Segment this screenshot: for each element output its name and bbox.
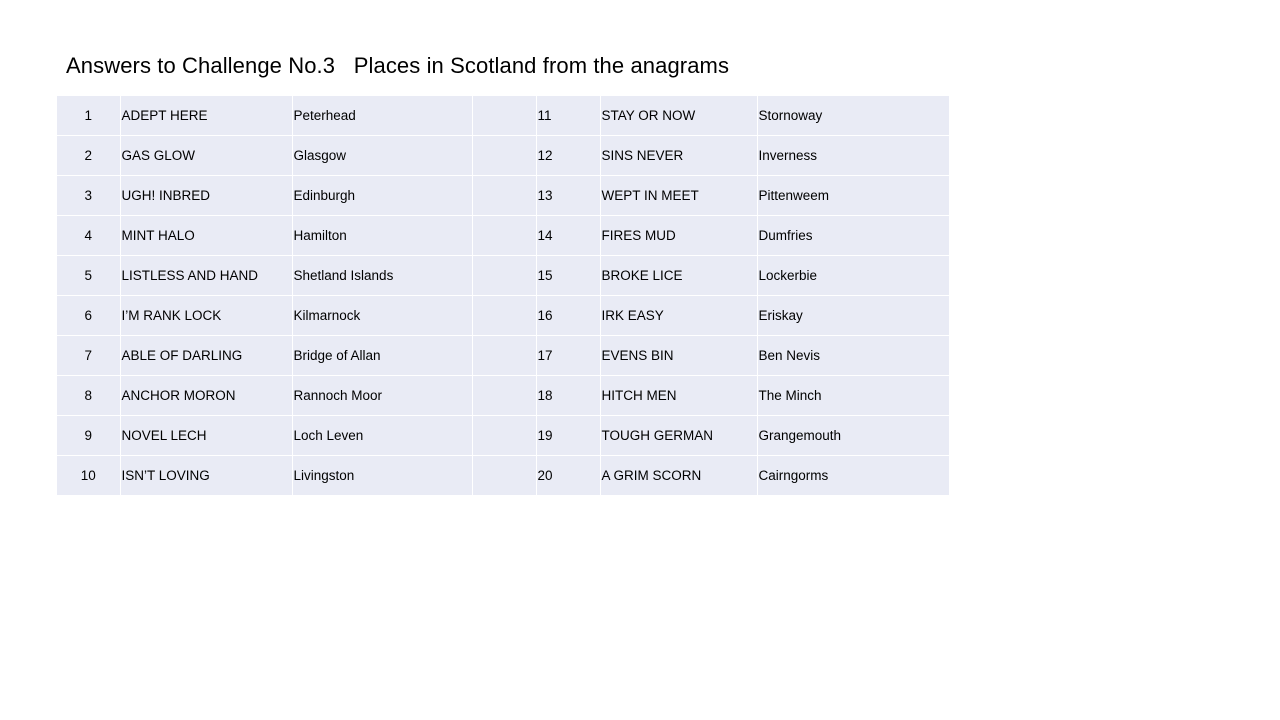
clue-number: 2 [57,136,120,176]
answer-cell: Glasgow [292,136,472,176]
table-row [57,376,949,416]
anagram-cell: TOUGH GERMAN [600,416,757,456]
table-row [57,416,949,456]
anagram-cell: STAY OR NOW [600,96,757,136]
table-body [57,96,949,495]
slide-title: Answers to Challenge No.3 Places in Scotland from the anagrams [66,53,730,78]
answer-cell: Kilmarnock [292,296,472,336]
answer-cell: Peterhead [292,96,472,136]
spacer-cell [472,456,536,496]
anagram-cell: SINS NEVER [600,136,757,176]
clue-number: 5 [57,256,120,296]
table-row [57,256,949,296]
anagram-cell: ANCHOR MORON [120,376,292,416]
answer-cell: Stornoway [757,96,949,136]
anagram-cell: EVENS BIN [600,336,757,376]
anagram-cell: I’M RANK LOCK [120,296,292,336]
anagram-cell: BROKE LICE [600,256,757,296]
answers-table [57,96,949,495]
table-row [57,216,949,256]
anagram-cell: A GRIM SCORN [600,456,757,496]
clue-number: 16 [536,296,600,336]
anagram-cell: IRK EASY [600,296,757,336]
clue-number: 13 [536,176,600,216]
spacer-cell [472,416,536,456]
clue-number: 17 [536,336,600,376]
clue-number: 20 [536,456,600,496]
spacer-cell [472,96,536,136]
answer-cell: Lockerbie [757,256,949,296]
anagram-cell: GAS GLOW [120,136,292,176]
clue-number: 19 [536,416,600,456]
table-row [57,96,949,136]
answer-cell: Rannoch Moor [292,376,472,416]
clue-number: 4 [57,216,120,256]
anagram-cell: WEPT IN MEET [600,176,757,216]
spacer-cell [472,376,536,416]
anagram-cell: ISN’T LOVING [120,456,292,496]
clue-number: 10 [57,456,120,496]
clue-number: 12 [536,136,600,176]
answer-cell: Dumfries [757,216,949,256]
anagram-cell: FIRES MUD [600,216,757,256]
clue-number: 8 [57,376,120,416]
table-row [57,336,949,376]
answer-cell: Livingston [292,456,472,496]
clue-number: 9 [57,416,120,456]
spacer-cell [472,336,536,376]
anagram-cell: ABLE OF DARLING [120,336,292,376]
clue-number: 11 [536,96,600,136]
anagram-cell: LISTLESS AND HAND [120,256,292,296]
spacer-cell [472,256,536,296]
answer-cell: Eriskay [757,296,949,336]
spacer-cell [472,136,536,176]
answer-cell: The Minch [757,376,949,416]
table-row [57,296,949,336]
answer-cell: Grangemouth [757,416,949,456]
answer-cell: Inverness [757,136,949,176]
spacer-cell [472,176,536,216]
answer-cell: Edinburgh [292,176,472,216]
anagram-cell: HITCH MEN [600,376,757,416]
clue-number: 15 [536,256,600,296]
spacer-cell [472,216,536,256]
answer-cell: Hamilton [292,216,472,256]
answer-cell: Pittenweem [757,176,949,216]
clue-number: 7 [57,336,120,376]
anagram-cell: NOVEL LECH [120,416,292,456]
answer-cell: Cairngorms [757,456,949,496]
clue-number: 3 [57,176,120,216]
table-row [57,456,949,496]
clue-number: 6 [57,296,120,336]
spacer-cell [472,296,536,336]
answer-cell: Bridge of Allan [292,336,472,376]
answer-cell: Ben Nevis [757,336,949,376]
clue-number: 18 [536,376,600,416]
anagram-cell: MINT HALO [120,216,292,256]
clue-number: 14 [536,216,600,256]
anagram-cell: ADEPT HERE [120,96,292,136]
answer-cell: Shetland Islands [292,256,472,296]
table-row [57,136,949,176]
clue-number: 1 [57,96,120,136]
table-row [57,176,949,216]
anagram-cell: UGH! INBRED [120,176,292,216]
answer-cell: Loch Leven [292,416,472,456]
